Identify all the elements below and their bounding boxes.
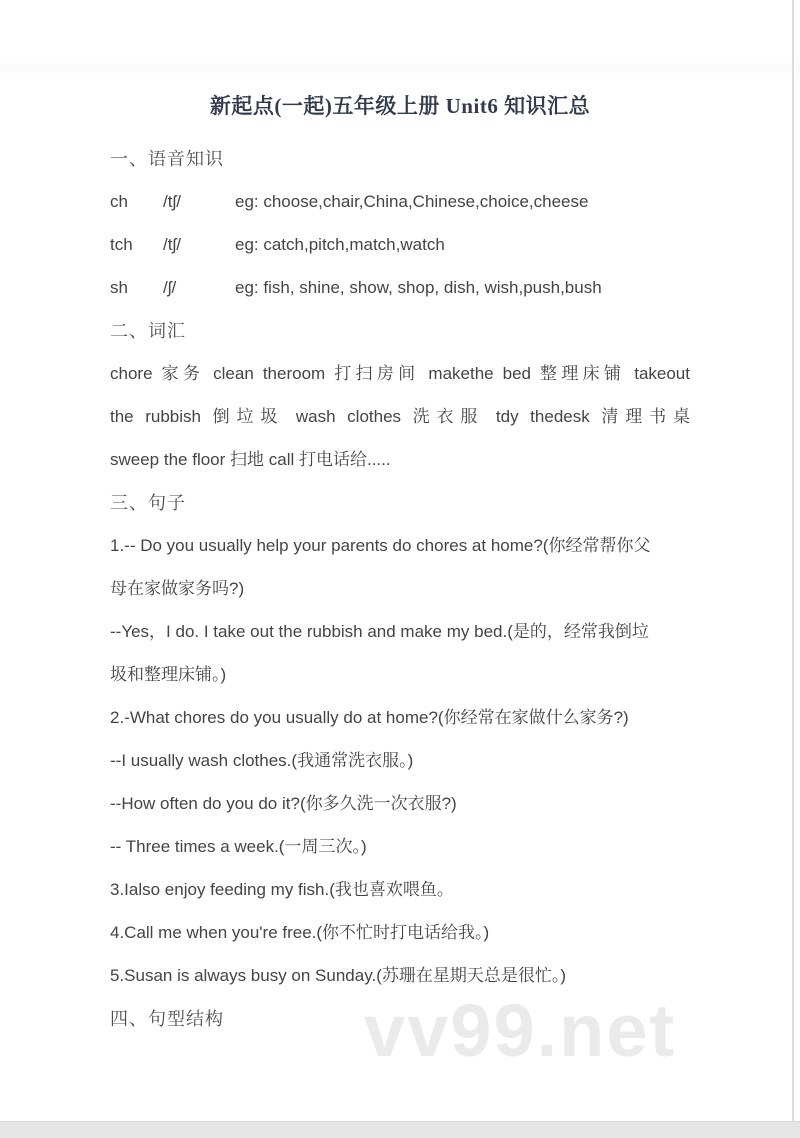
sentence-line: 2.-What chores do you usually do at home?(你经常在家做什么家务?) [110, 708, 629, 727]
sentence-line: 圾和整理床铺。) [110, 665, 227, 684]
sentence-line: --How often do you do it?(你多久洗一次衣服?) [110, 794, 457, 813]
document-body [110, 148, 690, 1051]
watermark: vv99.net [364, 989, 677, 1072]
phonics-letters: tch [110, 235, 133, 254]
page-edge-scan-line [792, 0, 794, 1121]
sentence-line: 3.Ialso enjoy feeding my fish.(我也喜欢喂鱼。 [110, 880, 454, 899]
phonics-sound: /ʃ/ [163, 278, 177, 297]
vocabulary-line: sweep the floor 扫地 call 打电话给..... [110, 450, 391, 469]
phonics-sound: /tʃ/ [163, 192, 181, 211]
phonics-sound: /tʃ/ [163, 235, 181, 254]
sentence-line: 1.-- Do you usually help your parents do chores at home?(你经常帮你父 [110, 536, 651, 555]
phonics-row [110, 234, 690, 277]
phonics-row [110, 191, 690, 234]
phonics-row [110, 277, 690, 320]
bottom-gray-strip [0, 1121, 800, 1138]
phonics-letters: ch [110, 192, 128, 211]
scan-artifact-band [0, 63, 800, 73]
phonics-examples: eg: catch,pitch,match,watch [235, 235, 445, 254]
sentence-line: 4.Call me when you're free.(你不忙时打电话给我。) [110, 923, 490, 942]
sentence-line: 5.Susan is always busy on Sunday.(苏珊在星期天总是很忙。) [110, 966, 566, 985]
section-heading-phonics: 一、语音知识 [110, 149, 224, 169]
sentence-line: -- Three times a week.(一周三次。) [110, 837, 367, 856]
vocabulary-line: chore 家务 clean theroom 打扫房间 makethe bed 整理床铺 takeout [110, 364, 690, 383]
phonics-examples: eg: fish, shine, show, shop, dish, wish,push,bush [235, 278, 602, 297]
sentence-line: 母在家做家务吗?) [110, 579, 245, 598]
section-heading-vocabulary: 二、词汇 [110, 321, 186, 341]
phonics-examples: eg: choose,chair,China,Chinese,choice,cheese [235, 192, 589, 211]
vocabulary-line: the rubbish 倒垃圾 wash clothes 洗衣服 tdy thedesk 清理书桌 [110, 407, 690, 426]
page-title: 新起点(一起)五年级上册 Unit6 知识汇总 [209, 94, 591, 118]
sentence-line: --I usually wash clothes.(我通常洗衣服。) [110, 751, 414, 770]
section-heading-patterns: 四、句型结构 [110, 1009, 224, 1029]
phonics-letters: sh [110, 278, 128, 297]
sentence-line: --Yes，I do. I take out the rubbish and make my bed.(是的，经常我倒垃 [110, 622, 649, 641]
section-heading-sentences: 三、句子 [110, 493, 186, 513]
